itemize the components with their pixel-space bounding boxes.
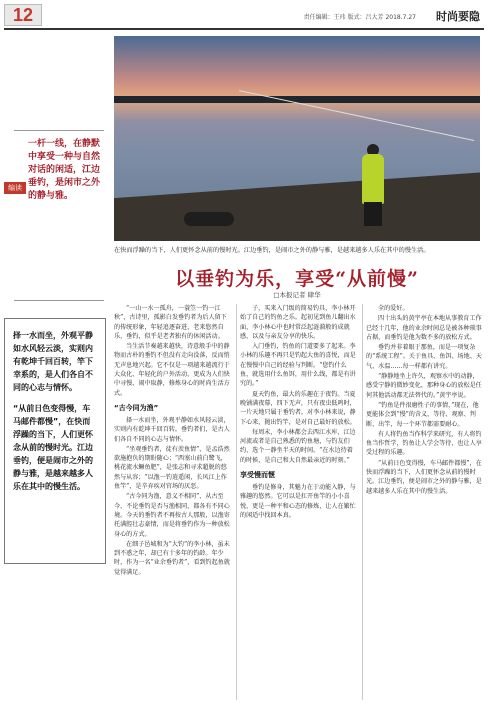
column-divider [362, 304, 363, 700]
sidebar-quote-1: 择一水而坐，外观平静如水风轻云淡，实则内有乾坤千回百转，竿下幸系的，是人们各自不同的心志与情怀。 [13, 331, 93, 392]
article-paragraph: “一山一水一孤舟，一蓑笠一钓一江秋”，古诗里，孤影白发垂钓者为后人留下的传统形象，年轻追逐奋进，老来悠然自乐，垂钓，似乎是老者独有的休闲活动。 [114, 305, 227, 340]
sidebar-quote-box [4, 318, 106, 564]
article-byline: □本报记者 肆华 [273, 291, 321, 299]
sidebar-divider-bottom [14, 300, 104, 301]
photo-riverbank [114, 173, 480, 241]
article-title: 以垂钓为乐，享受“从前慢” [175, 268, 419, 290]
fishing-photo [114, 36, 480, 241]
photo-caption: 在快而浮躁的当下，人们更怀念从前的慢时光。江边垂钓，是闹市之外的静与雅，是越来越多人乐在其中的慢生活。 [114, 247, 430, 254]
header-editor-info: 责任编辑：王玮 版式：吕大芳 2018.7.27 [303, 14, 416, 21]
header-rule [4, 28, 484, 30]
article-column-3 [366, 304, 484, 700]
section-title: 时尚要隐 [436, 11, 480, 23]
article-paragraph: 四十出头的黄宇亭在本地从事教育工作已经十几年，他的业余时间总是被各种琐事占据，而垂钓是他为数不多的放松方式。 [366, 315, 482, 341]
article-paragraph: “静静地坐上许久，观察水中的动静，感受宁静的微妙变化，那种身心的放松是任何其他活动都无法替代的。”黄宇亭说。 [366, 373, 482, 399]
column-divider [236, 304, 237, 700]
article-subheading: 享受慢而惬 [240, 471, 275, 480]
article-column-2 [240, 304, 358, 700]
sidebar-divider-top [14, 130, 104, 131]
sidebar-quote-2: “从前日色变得慢，车马邮件都慢”，在快而浮躁的当下，人们更怀念从前的慢时光。江边垂钓，便是闹市之外的静与雅，是越来越多人乐在其中的慢生活。 [13, 404, 93, 491]
article-paragraph: 择一水而坐，外观平静如水风轻云淡，实则内有乾坤千回百转。垂钓者们，是古人们各自不同的心志与情怀。 [114, 416, 230, 443]
article-subheading: “古今同为渔” [114, 403, 159, 412]
article-paragraph: 垂钓并非着眼于那鱼，而是一项复杂的“系统工程”。关于鱼具、鱼饵、场地、天气、水温……每一样都有讲究。 [366, 344, 482, 370]
article-paragraph: 入门垂钓，钓鱼的门道要多了起来。李小林的乐趣不再只是钓起大鱼的喜悦，而是在慢慢中自己的经验与判断。“您钓什么鱼，就选用什么鱼饵，用什么线，都是有讲究的。” [240, 343, 356, 388]
article-paragraph: “坐观垂钓者，徒有羡鱼情”，是孟浩然欲施抱负的期盼随心；“西塞山前白鹭飞，桃花流水鳜鱼肥”，是张志和寻求超脱的悠然与从容；“以渔一钓逍遥闲，长风江上作鱼竿”，是辛弃疾对官场的厌恶。 [114, 445, 230, 491]
article-paragraph: 垂钓是修身，其魅力在于动能入静，与雅趣的悠然。它可以是扛开鱼竿的小小喜悦，更是一种平和心态的修炼，让人在繁忙的闲适中找回本真。 [240, 484, 356, 519]
photo-angler [362, 154, 384, 204]
article-column-1 [114, 304, 232, 700]
article-paragraph: 夏天钓鱼，最大的乐趣在于夜钓。当夏晚铺满夜幕，四下无声，只有夜虫低鸣时，一片天地只属于垂钓者。对李小林来说，静下心来，抛出钓竿，是对自己最好的放松。 [240, 390, 356, 426]
article-paragraph: 子，买来入门级的简易钓具，李小林开始了自己的钓鱼之乐。起初见到鱼儿翻出水面，李小林心中也时常泛起涟漪般的成就感，以及与亲友分享的快乐。 [240, 305, 356, 340]
article-paragraph: “从前日色变得慢，车马邮件都慢”，在快而浮躁的当下，人们更怀念从前的慢时光。江边垂钓，便是闹市之外的静与雅，是越来越多人乐在其中的慢生活。 [366, 459, 482, 495]
photo-angler-legs [364, 202, 382, 226]
article-paragraph: “钓鱼是件很磨性子的事情，”现在，他更能体会到“慢”的含义，等待、观察、判断、出竿，每一个环节都需要耐心。 [366, 401, 479, 428]
photo-gear-bag [184, 212, 234, 226]
article-paragraph: 全的爱好。 [378, 305, 409, 312]
sidebar-lead: 一杆一线，在静默中享受一种与自然对话的闲适，江边垂钓，是闲市之外的静与雅。 [28, 139, 101, 201]
page-number: 12 [4, 4, 42, 26]
article-paragraph: 有人将钓鱼当作科学来研究，有人将钓鱼当作哲学，钓鱼让人学会等待，也让人享受过程的乐趣。 [366, 430, 482, 457]
article-paragraph: 当生活节奏越来越快，诗意般手中的静物而古朴的垂钓不但没有走向没落，反而悄无声息地兴起。它不仅是一项越来越流行于大众化、年轻化的户外活动，更成为人们快中寻慢、闹中取静，修炼身心的时尚生活方式。 [114, 343, 230, 397]
article-paragraph: 在细子邑城和为“大钓”的李小林，虽未到不惑之年，却已有十多年的钓龄。年少时，作为一名“业余垂钓者”，看到钓起鱼就觉得满足。 [114, 540, 230, 576]
sidebar-tag: 编读 [4, 182, 26, 194]
article-paragraph: 每周末，李小林都会去西江水库、江边河流或者是自己熟悉的钓鱼塘，与钓友们约，选个一静坐半天的时间。“在水边待着的时候，是自己和大自然最亲近的时刻。” [240, 428, 356, 464]
article-paragraph: “古今同为渔，意义不相同”，从古至今，不论垂钓是否与渔相同，都各有不同心境。今天的垂钓者不再按古人那般，以渔寄托满腔壮志豪情，而是将垂钓作为一种放松身心的方式。 [114, 493, 230, 538]
